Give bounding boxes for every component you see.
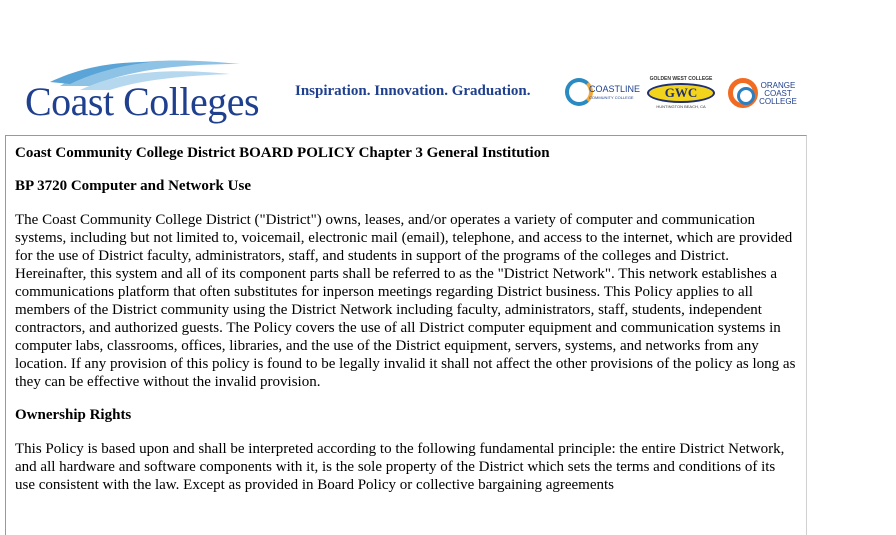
coast-colleges-logo[interactable] <box>20 56 270 132</box>
policy-heading: BP 3720 Computer and Network Use <box>15 178 251 194</box>
ownership-paragraph: This Policy is based upon and shall be interpreted according to the following fundamental principle: the entire District Network, and all hardware and software components with it, is the sole property of the District which sets the terms and conditions of its use consistent with the law. Except as provided in Board Policy or collective bargaining agreements <box>15 441 785 493</box>
tagline: Inspiration. Innovation. Graduation. <box>295 83 531 99</box>
occ-ring-icon <box>728 78 758 108</box>
orange-coast-college-logo[interactable] <box>728 78 800 110</box>
intro-paragraph: The Coast Community College District ("District") owns, leases, and/or operates a variety of computer and communication systems, including but not limited to, voicemail, electronic mail (email), telephone, and access to the internet, which are provided for the use of District faculty, administrators, staff, and students in support of the programs of the colleges and District. Hereinafter, this system and all of its component parts shall be referred to as the "District Network". This network establishes a communications platform that often substitutes for inperson meetings regarding District business. This Policy applies to all members of the District community using the District Network including faculty, administrators, staff, students, independent contractors, and authorized guests. The Policy covers the use of all District computer equipment and communication systems in computer labs, classrooms, offices, libraries, and the use of the District equipment, servers, systems, and networks from any location. If any provision of this policy is found to be legally invalid it shall not affect the other provisions of the policy as long as they can be effective without the invalid provision. <box>15 212 796 390</box>
document-title: Coast Community College District BOARD POLICY Chapter 3 General Institution <box>15 145 550 161</box>
policy-document <box>5 135 807 535</box>
gwc-subtext: HUNTINGTON BEACH, CA <box>656 104 706 109</box>
coastline-subtext: COMMUNITY COLLEGE <box>589 95 634 100</box>
occ-text: ORANGE COAST COLLEGE <box>759 81 797 106</box>
page-header <box>0 0 896 134</box>
gwc-oval: GWC <box>647 83 715 103</box>
coastline-logo[interactable] <box>565 76 641 112</box>
gwc-arc-text: GOLDEN WEST COLLEGE <box>649 76 713 82</box>
section-heading-ownership: Ownership Rights <box>15 407 132 423</box>
coastline-text: COASTLINE <box>589 84 641 94</box>
logo-text: Coast Colleges <box>25 79 260 124</box>
golden-west-college-logo[interactable] <box>645 76 717 110</box>
